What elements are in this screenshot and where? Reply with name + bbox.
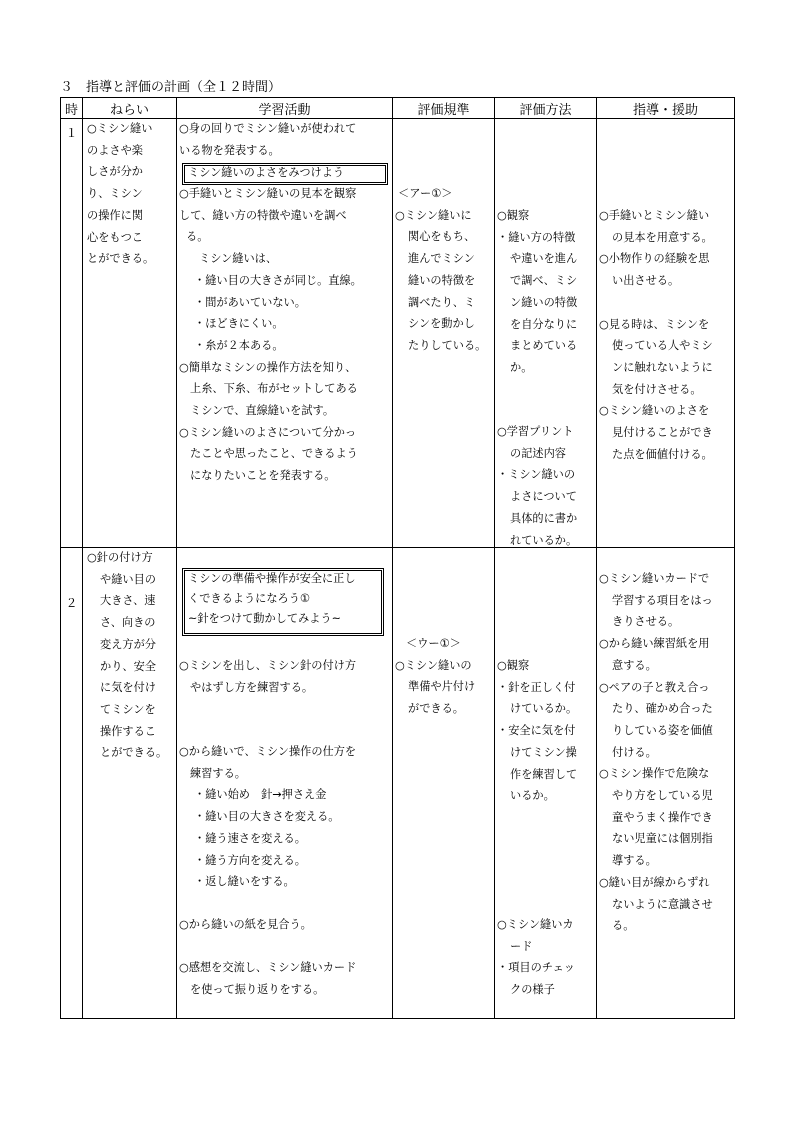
cell-text-line: ○から縫いで、ミシン操作の仕方を [179,745,357,758]
cell-text-line: 導する。 [612,854,657,868]
cell-text-line: ンに触れないように [612,360,713,374]
cell-text-line: の記述内容 [510,446,566,460]
cell-text-line: ○感想を交流し、ミシン縫いカード [179,961,357,974]
cell-text-line: ~針をつけて動かしてみよう~ [188,612,341,625]
cell-text-line: 学習する項目をはっ [612,593,713,607]
cell-text-line: たりしている。 [408,338,487,352]
cell-text-line: ○縫い目が線からずれ [599,875,710,889]
cell-text-line: ・安全に気を付 [497,724,576,738]
cell-text-line: ○ミシン縫い [87,122,153,135]
cell-text-line: 童やうまく操作でき [612,810,713,824]
cell-text-line: ○観察 [497,209,530,222]
cell-text-line: ・ミシン縫いの [497,468,576,482]
cell-text-line: いるか。 [510,789,555,803]
cell-text-line: ○身の回りでミシン縫いが使われて [179,122,357,135]
cell-text-line: やはずし方を練習する。 [190,680,314,694]
cell-text-line: ○手縫いとミシン縫いの見本を観察 [179,187,357,200]
cell-text-line: ・縫い目の大きさを変える。 [194,810,340,824]
cell-text-line: や縫い目の [100,572,156,586]
cell-text-line: 意する。 [612,658,657,672]
cell-guidance [597,548,735,1019]
cell-text-line: 具体的に書か [510,511,578,525]
cell-activity [177,548,393,1019]
cell-text-line: 準備や片付け [408,680,476,694]
cell-text-line: ・針を正しく付 [497,680,576,694]
cell-text-line: しさが分か [87,165,143,179]
cell-text-line: る。 [186,230,209,244]
cell-text-line: を使って振り返りをする。 [190,982,325,996]
cell-text-line: ＜アー①＞ [398,187,453,200]
cell-text-line: ・糸が２本ある。 [194,338,284,352]
cell-text-line: ○簡単なミシンの操作方法を知り、 [179,360,357,374]
cell-text-line: 変え方が分 [100,637,156,651]
cell-text-line: ミシンで、直線縫いを試す。 [190,404,335,417]
cell-text-line: や違いを進ん [510,252,578,266]
cell-text-line: とができる。 [100,746,168,760]
cell-text-line: 付ける。 [612,745,657,759]
period-number: ２ [65,596,78,610]
cell-text-line: ード [510,939,533,953]
cell-text-line: ○学習プリント [497,425,574,438]
cell-text-line: れているか。 [510,533,578,547]
cell-aim [83,548,177,1019]
cell-text-line: の操作に関 [87,208,143,222]
cell-text-line: 調べたり、ミ [408,295,476,309]
cell-text-line: さ、向きの [100,616,156,630]
period-number: １ [65,126,78,140]
cell-criteria [393,119,495,548]
cell-text-line: 使っている人やミシ [612,339,713,353]
cell-method [495,548,597,1019]
cell-text-line: ・間があいていない。 [194,295,306,309]
header-aim: ねらい [83,98,177,119]
cell-text-line: ○ミシンを出し、ミシン針の付け方 [179,659,357,672]
cell-text-line: 練習する。 [190,766,246,780]
cell-method [495,119,597,548]
cell-text-line: 気を付けさせる。 [612,382,702,396]
cell-text-line: で調べ、ミシ [510,274,578,288]
cell-text-line: ○ミシン縫いのよさを [599,404,710,418]
cell-text-line: ・縫う速さを変える。 [194,831,306,845]
header-criteria: 評価規準 [393,98,495,119]
cell-text-line: ○ミシン縫いに [395,208,472,222]
cell-text-line: とができる。 [87,252,155,266]
cell-activity [177,119,393,548]
cell-text-line: 関心をもち、 [408,230,476,244]
cell-text-line: ○観察 [497,659,530,672]
table-header-row [61,98,735,119]
cell-text-line: い出させる。 [612,274,680,288]
cell-text-line: ・返し縫いをする。 [194,875,295,889]
cell-text-line: ○から縫いの紙を見合う。 [179,918,312,931]
cell-text-line: ないように意識させ [612,897,713,911]
cell-text-line: りしている姿を価値 [612,723,713,737]
cell-text-line: いる物を発表する。 [179,143,280,157]
cell-text-line: ○手縫いとミシン縫い [599,209,710,222]
cell-period [61,548,83,1019]
cell-text-line: ・項目のチェッ [497,961,575,975]
header-guidance: 指導・援助 [597,98,735,119]
cell-text-line: ○から縫い練習紙を用 [599,637,710,651]
cell-text-line: ができる。 [408,702,464,716]
page-title: ３ 指導と評価の計画（全１２時間） [60,80,282,95]
cell-text-line: ○ミシン操作で危険な [599,767,710,781]
cell-text-line: ○小物作りの経験を思 [599,252,710,266]
cell-text-line: ○ペアの子と教え合っ [599,680,710,694]
cell-text-line: を自分なりに [510,317,578,331]
cell-text-line: ○見る時は、ミシンを [599,317,710,331]
cell-text-line: して、縫い方の特徴や違いを調べ [179,208,347,222]
cell-text-line: る。 [612,919,635,933]
plan-table [60,97,735,1019]
cell-text-line: ・縫い目の大きさが同じ。直線。 [194,273,362,287]
cell-text-line: ・縫い始め 針→押さえ金 [194,788,327,802]
header-method: 評価方法 [495,98,597,119]
cell-text-line: かり、安全 [100,659,156,673]
cell-text-line: けてミシン操 [510,745,577,759]
table-row [61,119,735,548]
cell-text-line: ○針の付け方 [87,551,153,564]
cell-text-line: きりさせる。 [612,615,680,629]
cell-text-line: 作を練習して [510,767,578,781]
cell-text-line: り、ミシン [87,187,143,201]
cell-text-line: 上糸、下糸、布がセットしてある [190,382,358,396]
cell-text-line: 見付けることができ [612,426,713,439]
cell-text-line: 縫いの特徴を [408,273,476,287]
cell-text-line: か。 [510,360,533,374]
cell-text-line: ○ミシン縫いの [395,658,472,672]
cell-period [61,119,83,548]
cell-text-line: ・縫う方向を変える。 [194,853,306,867]
cell-text-line: ○ミシン縫いカ [497,918,574,931]
cell-text-line: クの様子 [510,983,555,997]
cell-text-line: よさについて [510,490,577,504]
cell-text-line: ＜ウー①＞ [406,637,461,650]
cell-text-line: けているか。 [510,702,578,716]
cell-text-line: 大きさ、速 [100,594,156,608]
cell-text-line: の見本を用意する。 [612,230,713,244]
cell-aim [83,119,177,548]
cell-text-line: 操作するこ [100,724,156,738]
cell-text-line: ない児童には個別指 [612,832,713,846]
table-row [61,548,735,1019]
cell-text-line: ミシン縫いは、 [199,252,278,266]
cell-text-line: 進んでミシン [408,252,475,266]
cell-text-line: まとめている [510,339,578,353]
cell-text-line: た点を価値付ける。 [612,447,713,461]
cell-text-line: になりたいことを発表する。 [190,469,336,483]
cell-text-line: ・縫い方の特徴 [497,230,576,244]
cell-text-line: やり方をしている児 [612,789,713,802]
cell-text-line: くできるようになろう① [188,592,310,605]
cell-text-line: シンを動かし [408,317,475,331]
cell-text-line: ○ミシン縫いのよさについて分かっ [179,425,357,439]
cell-text-line: のよさや楽 [87,143,143,157]
cell-text-line: ○ミシン縫いカードで [599,572,710,585]
cell-text-line: たことや思ったこと、できるよう [190,447,358,461]
cell-text-line: に気を付け [100,681,156,695]
cell-guidance [597,119,735,548]
cell-text-line: ン縫いの特徴 [510,295,578,309]
cell-text-line: てミシンを [100,702,156,716]
cell-text-line: ミシン縫いのよさをみつけよう [188,166,345,179]
cell-text-line: たり、確かめ合った [612,702,713,716]
cell-text-line: 心をもつこ [87,230,143,244]
header-period: 時 [61,98,83,119]
cell-text-line: ・ほどきにくい。 [194,317,284,331]
header-activity: 学習活動 [177,98,393,119]
cell-criteria [393,548,495,1019]
cell-text-line: ミシンの準備や操作が安全に正し [188,572,356,585]
